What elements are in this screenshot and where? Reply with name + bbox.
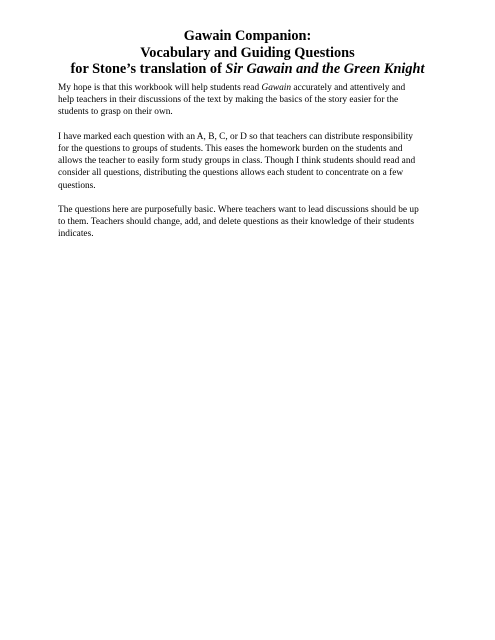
paragraph-line: for the questions to groups of students. This eases the homework burden on the students and — [58, 144, 403, 154]
document-title — [20, 28, 475, 78]
paragraph-line: The questions here are purposefully basic. Where teachers want to lead discussions should be up — [58, 205, 419, 215]
paragraph-line: students to grasp on their own. — [58, 107, 173, 118]
paragraph-question-marking — [58, 131, 430, 192]
paragraph-line: help teachers in their discussions of the text by making the basics of the story easier for the — [58, 95, 399, 106]
paragraph-line: to them. Teachers should change, add, and delete questions as their knowledge of their students — [58, 217, 414, 228]
title-line-3 — [20, 61, 475, 78]
title-line-1: Gawain Companion: — [183, 28, 312, 44]
paragraph-line: questions. — [58, 180, 96, 191]
title-line-3-prefix: for Stone’s translation of — [70, 61, 226, 77]
paragraph-line: I have marked each question with an A, B, C, or D so that teachers can distribute responsibility — [58, 131, 413, 142]
paragraph-intro — [58, 82, 430, 119]
paragraph-line — [58, 82, 430, 94]
document-body — [58, 82, 430, 253]
paragraph-purpose — [58, 204, 430, 241]
text-run-italic: Gawain — [261, 83, 292, 93]
title-work-name: Sir Gawain and the Green Knight — [225, 61, 425, 77]
paragraph-line: indicates. — [58, 229, 94, 240]
paragraph-line: consider all questions, distributing the questions allows each student to concentrate on a few — [58, 168, 404, 179]
paragraph-line: allows the teacher to easily form study groups in class. Though I think students should read and — [58, 156, 416, 167]
title-line-2: Vocabulary and Guiding Questions — [140, 44, 355, 61]
text-run: accurately and attentively and — [291, 83, 406, 93]
text-run: My hope is that this workbook will help students read — [58, 83, 262, 93]
